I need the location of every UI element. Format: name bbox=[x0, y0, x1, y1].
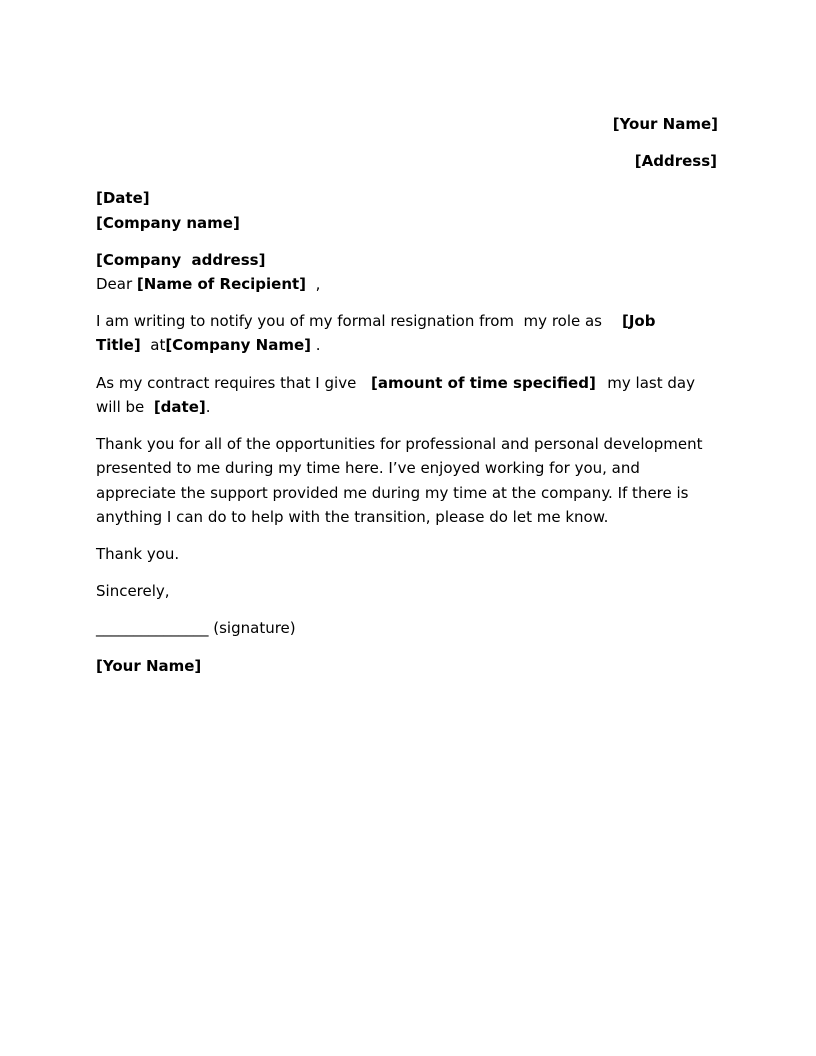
closing-thanks: Thank you. bbox=[96, 545, 180, 563]
signature-row bbox=[96, 618, 296, 638]
sender-name: [Your Name] bbox=[612, 115, 718, 133]
amount-of-time: [amount of time specified] bbox=[371, 374, 596, 392]
paragraph-1-line-1 bbox=[96, 311, 607, 331]
closing-name: [Your Name] bbox=[96, 657, 202, 675]
recipient-company-address: [Company address] bbox=[96, 251, 266, 269]
paragraph-1-line-2 bbox=[96, 335, 321, 355]
paragraph-3-line-4: anything I can do to help with the transition, please do let me know. bbox=[96, 508, 609, 526]
paragraph-2-line-2 bbox=[96, 397, 211, 417]
salutation-dear: Dear bbox=[96, 275, 137, 293]
signature-line: _______________ bbox=[96, 619, 209, 637]
paragraph-3-line-2: presented to me during my time here. I’ve enjoyed working for you, and bbox=[96, 459, 640, 477]
paragraph-1-end: . bbox=[311, 336, 321, 354]
salutation-recipient-name: [Name of Recipient] bbox=[136, 275, 307, 293]
signature-label: (signature) bbox=[208, 619, 296, 637]
paragraph-3-line-1: Thank you for all of the opportunities for professional and personal development bbox=[96, 435, 703, 453]
paragraph-2-text-c: will be bbox=[96, 398, 154, 416]
recipient-company-name: [Company name] bbox=[96, 214, 240, 232]
paragraph-3-line-3: appreciate the support provided me during my time at the company. If there is bbox=[96, 484, 689, 502]
sender-address: [Address] bbox=[634, 152, 717, 170]
paragraph-1-text: I am writing to notify you of my formal resignation from my role as bbox=[96, 312, 607, 330]
salutation bbox=[96, 274, 320, 294]
job-title-part-1: [Job bbox=[622, 312, 656, 330]
salutation-comma: , bbox=[306, 275, 321, 293]
paragraph-1-at: at bbox=[140, 336, 166, 354]
last-day-date: [date] bbox=[153, 398, 206, 416]
job-title-part-2: Title] bbox=[96, 336, 141, 354]
paragraph-2-line-1 bbox=[96, 373, 361, 393]
paragraph-2-text-a: As my contract requires that I give bbox=[96, 374, 362, 392]
paragraph-2-end: . bbox=[205, 398, 211, 416]
closing-sincerely: Sincerely, bbox=[96, 582, 170, 600]
company-name-inline: [Company Name] bbox=[165, 336, 311, 354]
paragraph-2-text-b: my last day bbox=[593, 374, 695, 392]
letter-date: [Date] bbox=[96, 189, 150, 207]
